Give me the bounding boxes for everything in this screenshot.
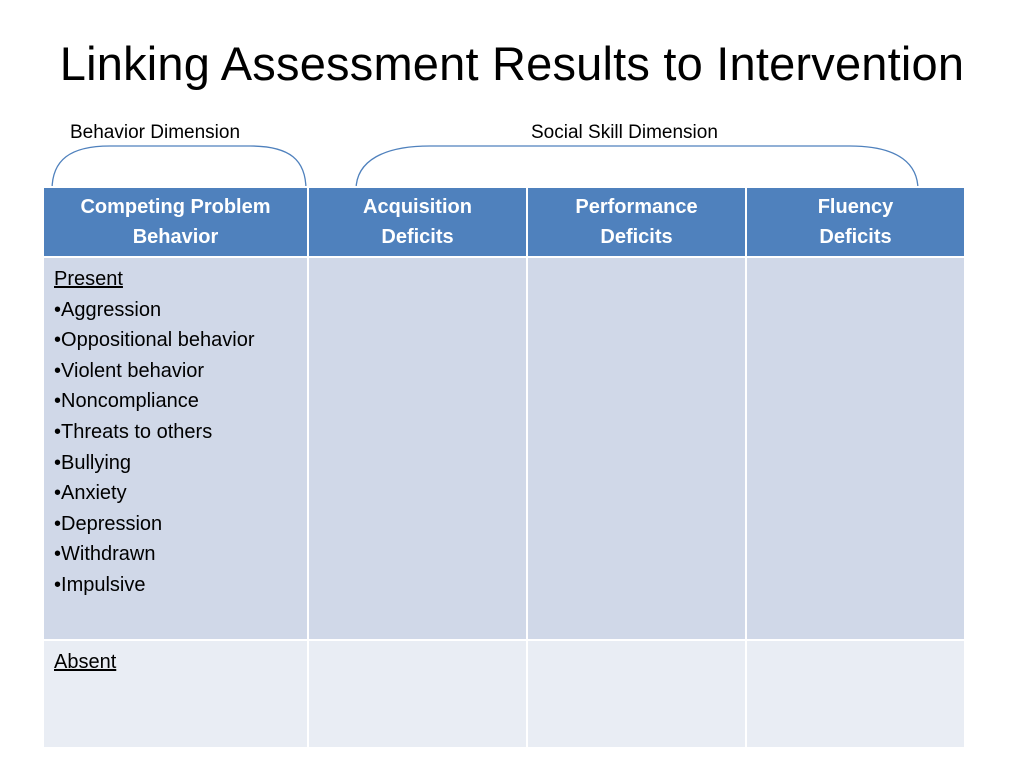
list-item: • Violent behavior	[54, 356, 297, 387]
header-line: Competing Problem	[80, 196, 271, 218]
header-fluency-deficits	[746, 187, 965, 257]
header-line: Deficits	[819, 226, 892, 248]
present-fluency-cell	[746, 257, 965, 640]
assessment-intervention-table	[42, 186, 966, 749]
table-header-row	[43, 187, 965, 257]
header-performance-deficits	[527, 187, 746, 257]
header-line: Performance	[575, 196, 698, 218]
header-acquisition-deficits	[308, 187, 527, 257]
present-behaviors-list	[54, 295, 297, 601]
absent-heading: Absent	[54, 651, 117, 673]
absent-fluency-cell	[746, 640, 965, 748]
list-item: • Aggression	[54, 295, 297, 326]
present-behaviors-cell	[43, 257, 308, 640]
behavior-dimension-label: Behavior Dimension	[70, 122, 241, 143]
absent-behaviors-cell	[43, 640, 308, 748]
list-item: • Anxiety	[54, 478, 297, 509]
present-performance-cell	[527, 257, 746, 640]
list-item: • Oppositional behavior	[54, 325, 297, 356]
header-line: Fluency	[817, 196, 894, 218]
header-line: Acquisition	[363, 196, 472, 218]
list-item: • Withdrawn	[54, 539, 297, 570]
absent-acquisition-cell	[308, 640, 527, 748]
header-line: Deficits	[381, 226, 454, 248]
header-line: Behavior	[132, 226, 219, 248]
list-item: • Bullying	[54, 448, 297, 479]
social-skill-dimension-bracket	[356, 146, 918, 190]
header-line: Deficits	[600, 226, 673, 248]
list-item: • Threats to others	[54, 417, 297, 448]
absent-performance-cell	[527, 640, 746, 748]
social-skill-dimension-label: Social Skill Dimension	[531, 122, 718, 143]
present-heading: Present	[54, 268, 123, 290]
present-acquisition-cell	[308, 257, 527, 640]
absent-row	[43, 640, 965, 748]
list-item: • Impulsive	[54, 570, 297, 601]
present-row	[43, 257, 965, 640]
list-item: • Depression	[54, 509, 297, 540]
header-competing-problem-behavior	[43, 187, 308, 257]
behavior-dimension-bracket	[52, 146, 306, 190]
list-item: • Noncompliance	[54, 386, 297, 417]
slide-title: Linking Assessment Results to Intervention	[59, 37, 965, 90]
